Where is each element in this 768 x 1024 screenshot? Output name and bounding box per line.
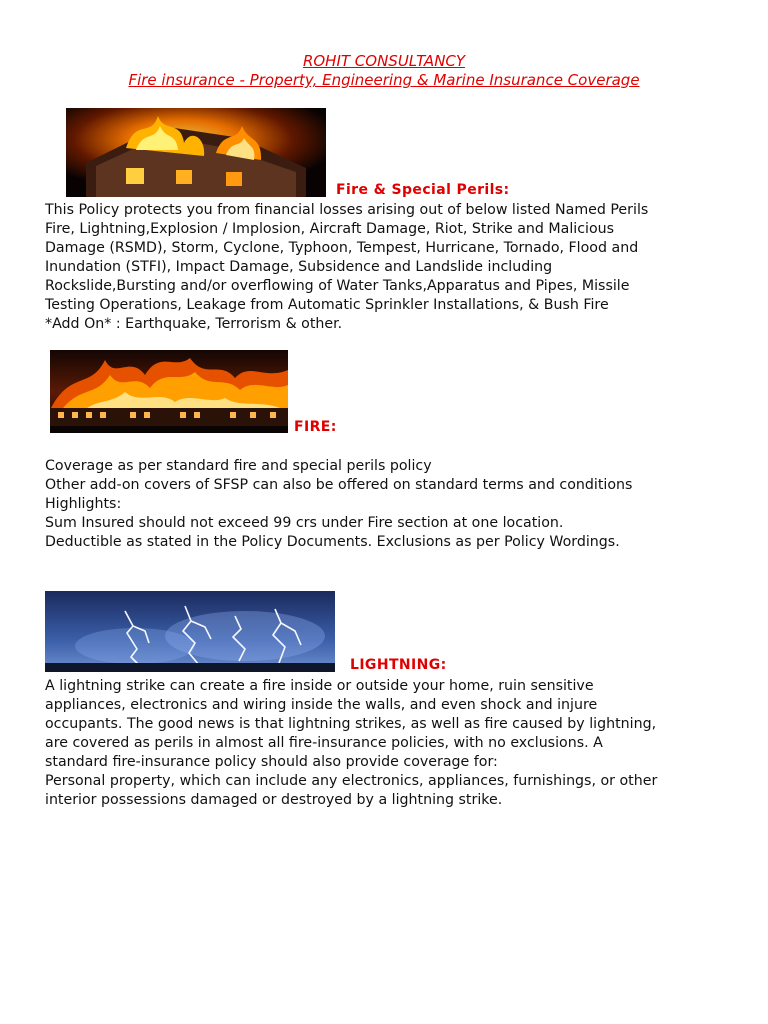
body-line: Fire, Lightning,Explosion / Implosion, Aircraft Damage, Riot, Strike and Malicious [45, 221, 615, 237]
house-fire-photo [66, 108, 326, 197]
section-heading-lightning: LIGHTNING: [350, 657, 447, 673]
body-line: occupants. The good news is that lightning strikes, as well as fire caused by lightning, [45, 716, 657, 732]
section-body-fire-special-perils [45, 201, 745, 334]
company-name: ROHIT CONSULTANCY [302, 52, 466, 70]
lightning-photo [45, 591, 335, 672]
body-line: appliances, electronics and wiring inside the walls, and even shock and injure [45, 697, 598, 713]
body-line: Sum Insured should not exceed 99 crs under Fire section at one location. [45, 515, 564, 531]
body-line: Testing Operations, Leakage from Automatic Sprinkler Installations, & Bush Fire [45, 297, 609, 313]
body-line: Highlights: [45, 496, 122, 512]
building-fire-photo [50, 350, 288, 433]
body-line: This Policy protects you from financial losses arising out of below listed Named Perils [45, 202, 649, 218]
section-heading-fire: FIRE: [294, 419, 337, 435]
body-line: Deductible as stated in the Policy Documents. Exclusions as per Policy Wordings. [45, 534, 620, 550]
body-line: *Add On* : Earthquake, Terrorism & other. [45, 316, 343, 332]
body-line: Rockslide,Bursting and/or overflowing of Water Tanks,Apparatus and Pipes, Missile [45, 278, 630, 294]
body-line: Personal property, which can include any electronics, appliances, furnishings, or other [45, 773, 658, 789]
body-line: are covered as perils in almost all fire-insurance policies, with no exclusions. A [45, 735, 603, 751]
section-body-fire [45, 457, 745, 552]
body-line: Inundation (STFI), Impact Damage, Subsidence and Landslide including [45, 259, 553, 275]
body-line: A lightning strike can create a fire inside or outside your home, ruin sensitive [45, 678, 594, 694]
section-body-lightning [45, 677, 745, 810]
body-line: standard fire-insurance policy should also provide coverage for: [45, 754, 498, 770]
section-heading-fire-special-perils: Fire & Special Perils: [336, 182, 510, 198]
body-line: interior possessions damaged or destroyed by a lightning strike. [45, 792, 503, 808]
body-line: Damage (RSMD), Storm, Cyclone, Typhoon, Tempest, Hurricane, Tornado, Flood and [45, 240, 639, 256]
document-subtitle: Fire insurance - Property, Engineering & Marine Insurance Coverage [128, 71, 640, 89]
body-line: Other add-on covers of SFSP can also be offered on standard terms and conditions [45, 477, 633, 493]
body-line: Coverage as per standard fire and special perils policy [45, 458, 432, 474]
